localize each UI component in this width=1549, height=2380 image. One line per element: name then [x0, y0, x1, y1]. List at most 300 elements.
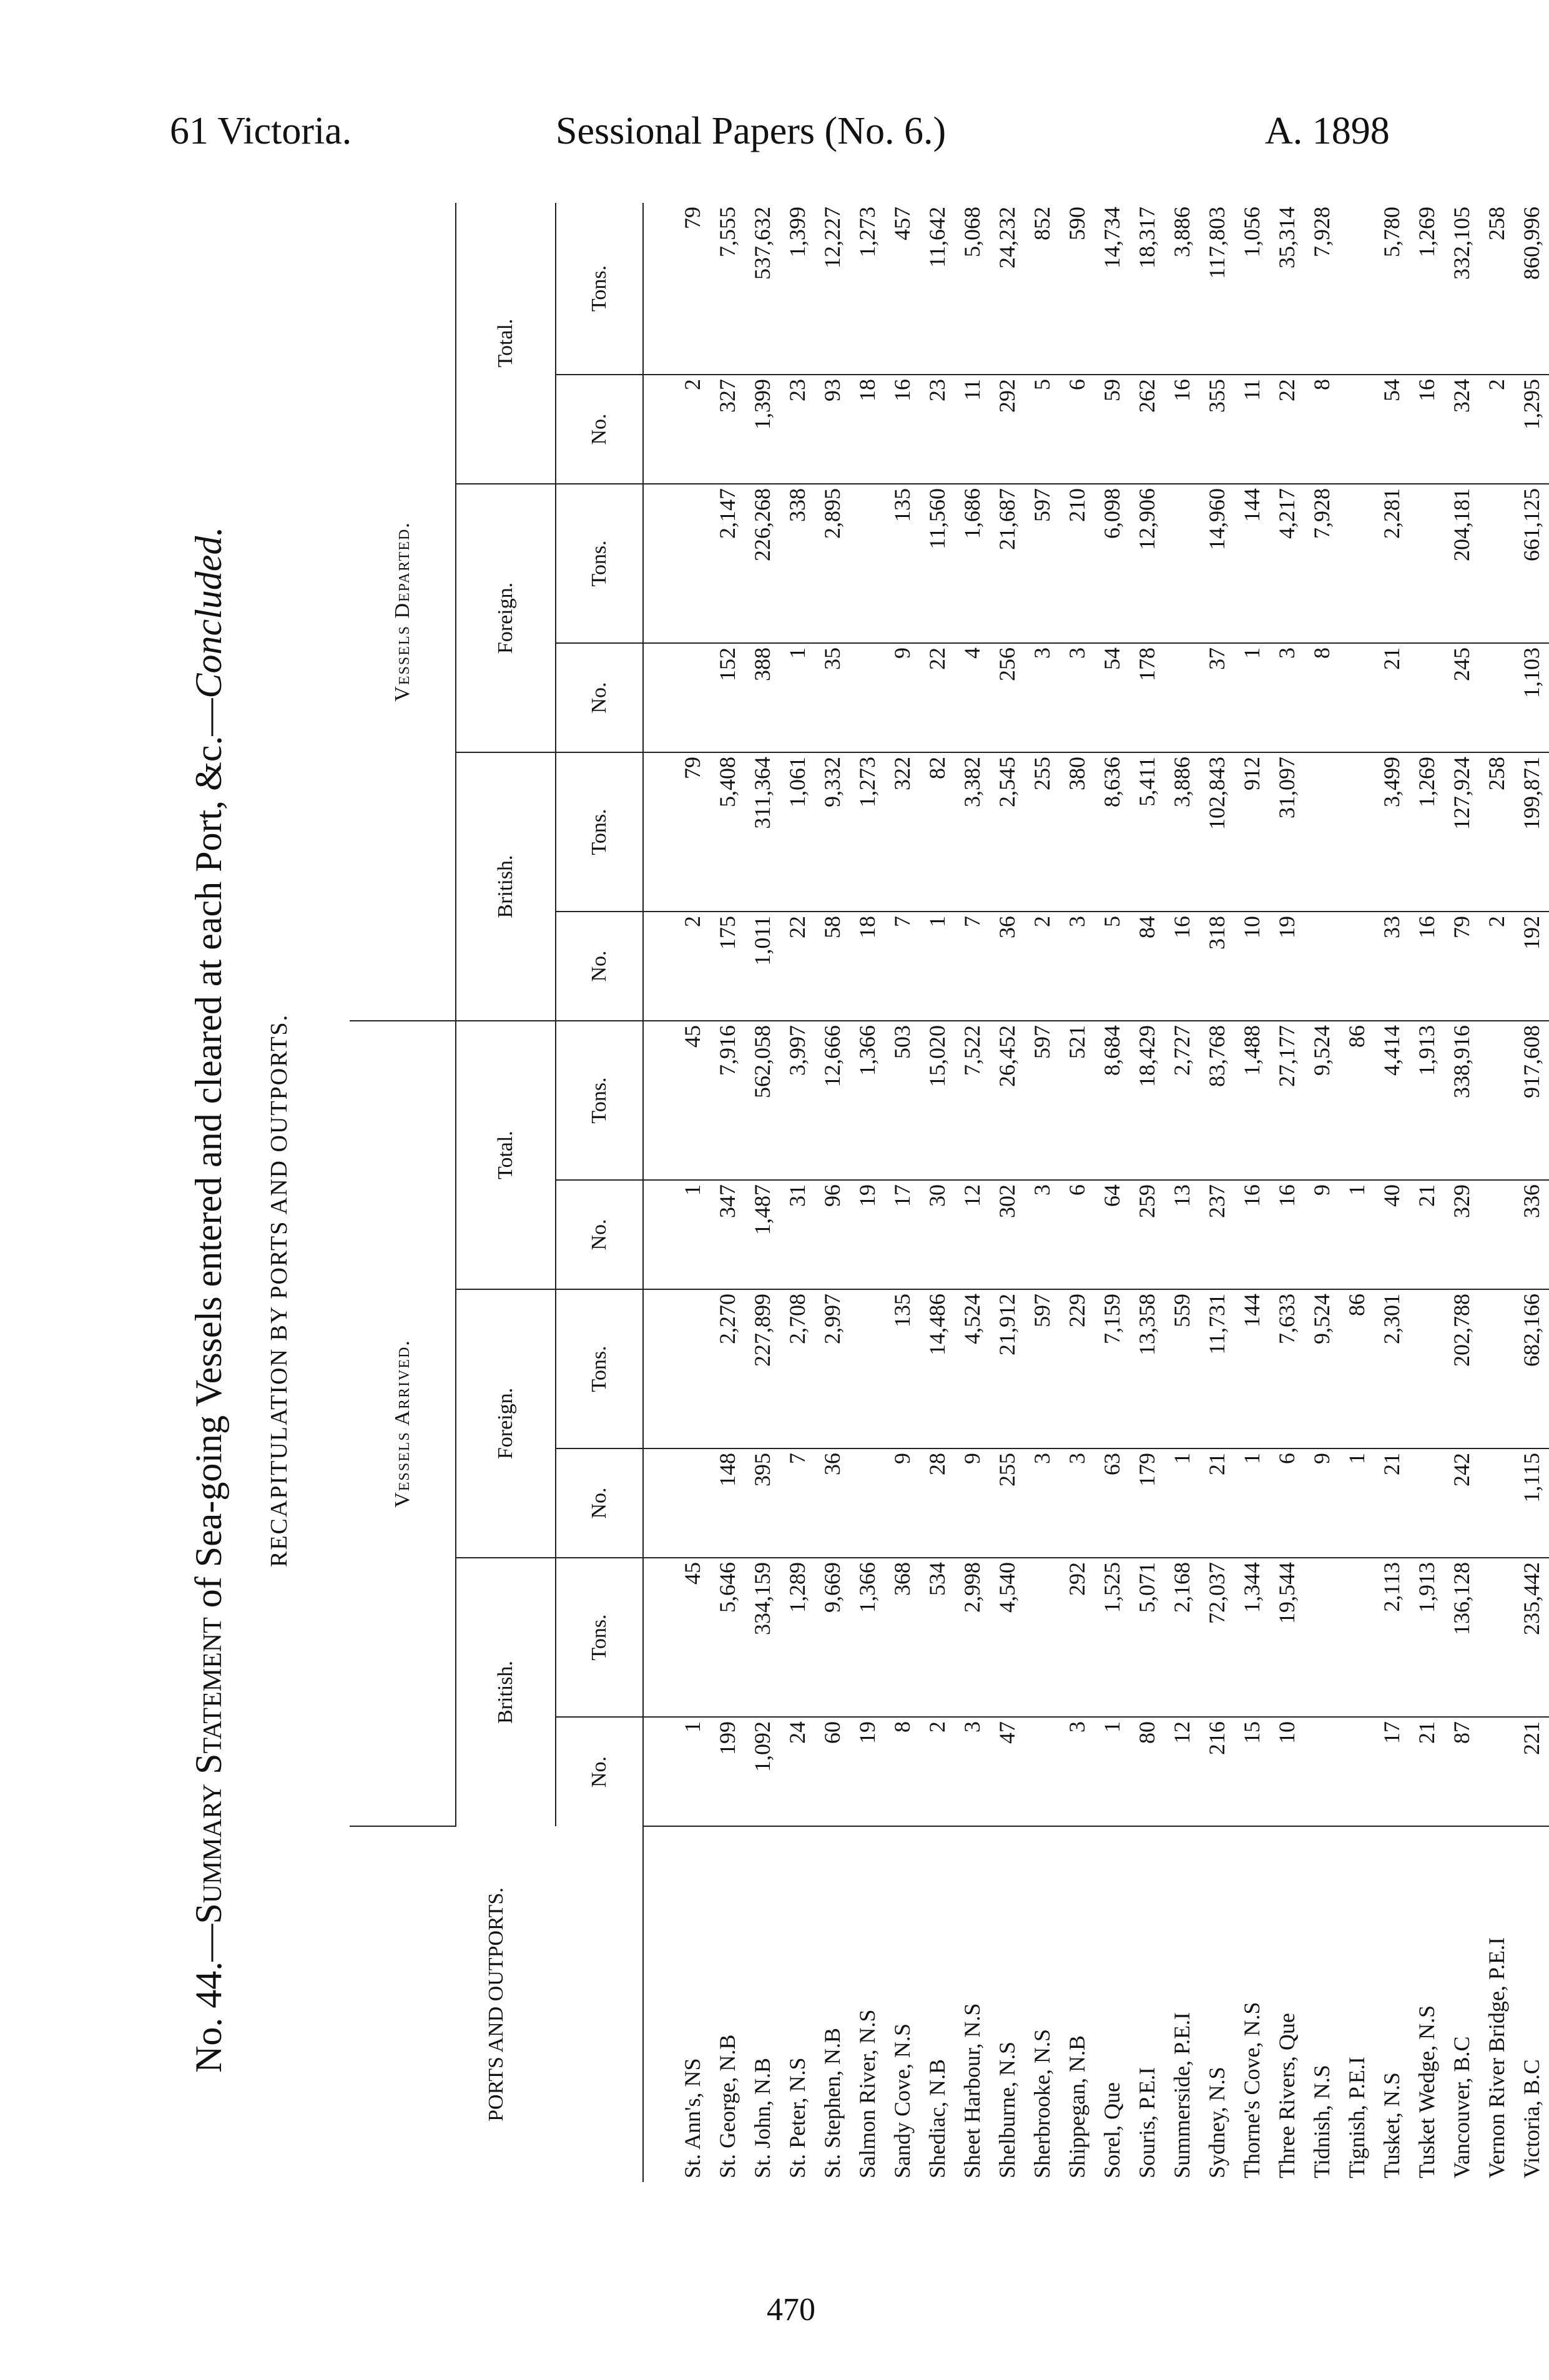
value-cell: 179 [1129, 1448, 1164, 1558]
value-cell: 2,998 [955, 1558, 990, 1717]
value-cell: 5,408 [710, 752, 745, 912]
value-cell [1409, 484, 1444, 643]
port-name-cell: St. Peter, N.S [785, 2057, 810, 2178]
table-row [745, 203, 780, 2182]
value-cell: 21,912 [990, 1289, 1025, 1448]
port-name-cell: Tusket, N.S [1379, 2072, 1404, 2178]
value-cell: 14,734 [1094, 203, 1129, 375]
value-cell: 21 [1374, 1448, 1409, 1558]
value-cell: 13 [1164, 1180, 1199, 1289]
value-cell: 79 [675, 203, 710, 375]
value-cell: 19,544 [1269, 1558, 1304, 1717]
value-cell: 199,871 [1514, 752, 1549, 912]
value-cell: 199 [710, 1717, 745, 1826]
value-cell: 1,056 [1234, 203, 1269, 375]
value-cell: 23 [780, 375, 815, 484]
value-cell [1409, 1289, 1444, 1448]
port-name-cell: Sheet Harbour, N.S [960, 2003, 985, 2178]
value-cell: 178 [1129, 643, 1164, 752]
value-cell: 21 [1409, 1180, 1444, 1289]
value-cell: 15,020 [920, 1021, 955, 1180]
value-cell: 23 [920, 375, 955, 484]
value-cell: 14,960 [1199, 484, 1234, 643]
value-cell: 3,997 [780, 1021, 815, 1180]
value-cell: 30 [920, 1180, 955, 1289]
value-cell: 37 [1199, 643, 1234, 752]
table-row [1199, 203, 1234, 2182]
value-cell: 5,411 [1129, 752, 1164, 912]
value-cell: 9,669 [815, 1558, 850, 1717]
value-cell: 2,281 [1374, 484, 1409, 643]
value-cell [1339, 484, 1374, 643]
value-cell: 7 [780, 1448, 815, 1558]
table-row [1304, 203, 1339, 2182]
column-header-no: No. [556, 912, 643, 1021]
value-cell: 237 [1199, 1180, 1234, 1289]
value-cell: 35,314 [1269, 203, 1304, 375]
value-cell [1479, 1558, 1514, 1717]
value-cell: 1 [1234, 643, 1269, 752]
value-cell: 24,232 [990, 203, 1025, 375]
table-row [1374, 203, 1409, 2182]
value-cell: 84 [1129, 912, 1164, 1021]
value-cell: 7,522 [955, 1021, 990, 1180]
column-header-tons: Tons. [556, 752, 643, 912]
value-cell: 7,928 [1304, 203, 1339, 375]
column-header-tons: Tons. [556, 1021, 643, 1180]
value-cell: 338,916 [1444, 1021, 1479, 1180]
title-summary: —Summary Statement [188, 1617, 229, 1962]
value-cell: 227,899 [745, 1289, 780, 1448]
title-concluded: Concluded. [188, 526, 229, 699]
value-cell [1339, 375, 1374, 484]
value-cell: 457 [885, 203, 920, 375]
value-cell: 7,555 [710, 203, 745, 375]
column-header-tons: Tons. [556, 484, 643, 643]
value-cell [1304, 1717, 1339, 1826]
table-body [643, 203, 1549, 2182]
port-name-cell: Sorel, Que [1099, 2082, 1124, 2178]
value-cell: 12 [1164, 1717, 1199, 1826]
value-cell: 21,687 [990, 484, 1025, 643]
value-cell: 2,545 [990, 752, 1025, 912]
value-cell: 11,731 [1199, 1289, 1234, 1448]
value-cell: 5,780 [1374, 203, 1409, 375]
value-cell: 229 [1060, 1289, 1094, 1448]
value-cell: 6 [1060, 1180, 1094, 1289]
header-center: Sessional Papers (No. 6.) [556, 110, 947, 152]
value-cell [1164, 643, 1199, 752]
value-cell: 2 [1479, 375, 1514, 484]
value-cell [1479, 1180, 1514, 1289]
value-cell: 36 [815, 1448, 850, 1558]
value-cell: 318 [1199, 912, 1234, 1021]
value-cell: 2,895 [815, 484, 850, 643]
value-cell: 1 [1339, 1448, 1374, 1558]
value-cell: 3 [1060, 1717, 1094, 1826]
recapitulation-table [350, 203, 1549, 2182]
vessels-arrived-header: Vessels Arrived. [350, 1021, 456, 1826]
value-cell: 21 [1199, 1448, 1234, 1558]
value-cell: 60 [815, 1717, 850, 1826]
value-cell: 7,928 [1304, 484, 1339, 643]
value-cell: 3 [1269, 643, 1304, 752]
column-header-no: No. [556, 643, 643, 752]
value-cell: 2,301 [1374, 1289, 1409, 1448]
value-cell: 2 [675, 375, 710, 484]
value-cell: 12,906 [1129, 484, 1164, 643]
value-cell: 144 [1234, 484, 1269, 643]
value-cell: 2,708 [780, 1289, 815, 1448]
value-cell: 148 [710, 1448, 745, 1558]
value-cell: 1 [1234, 1448, 1269, 1558]
value-cell: 368 [885, 1558, 920, 1717]
table-row [1269, 203, 1304, 2182]
value-cell: 5,646 [710, 1558, 745, 1717]
value-cell: 33 [1374, 912, 1409, 1021]
table-row [990, 203, 1025, 2182]
value-cell: 4,540 [990, 1558, 1025, 1717]
port-name-cell: St. Ann's, NS [680, 2058, 705, 2178]
value-cell: 9 [885, 643, 920, 752]
column-header-tons: Tons. [556, 203, 643, 375]
value-cell: 7,159 [1094, 1289, 1129, 1448]
value-cell: 1,092 [745, 1717, 780, 1826]
value-cell [1409, 643, 1444, 752]
value-cell: 912 [1234, 752, 1269, 912]
table-row [885, 203, 920, 2182]
value-cell: 2 [920, 1717, 955, 1826]
port-name-cell: St. George, N.B [715, 2034, 740, 2178]
value-cell: 3,382 [955, 752, 990, 912]
column-header-tons: Tons. [556, 1289, 643, 1448]
value-cell: 559 [1164, 1289, 1199, 1448]
value-cell: 852 [1025, 203, 1060, 375]
value-cell [1339, 1717, 1374, 1826]
port-name-cell: Sandy Cove, N.S [890, 2023, 915, 2178]
value-cell: 3 [1025, 1448, 1060, 1558]
table-row [675, 203, 710, 2182]
value-cell: 19 [850, 1717, 885, 1826]
value-cell: 1,289 [780, 1558, 815, 1717]
value-cell: 1,273 [850, 203, 885, 375]
value-cell: 7 [885, 912, 920, 1021]
value-cell: 17 [885, 1180, 920, 1289]
value-cell: 18,429 [1129, 1021, 1164, 1180]
value-cell: 15 [1234, 1717, 1269, 1826]
value-cell: 2,113 [1374, 1558, 1409, 1717]
header-left: 61 Victoria. [170, 110, 352, 152]
value-cell [850, 484, 885, 643]
value-cell: 31 [780, 1180, 815, 1289]
table-row [955, 203, 990, 2182]
port-name-cell: Summerside, P.E.I [1169, 2012, 1194, 2178]
value-cell: 334,159 [745, 1558, 780, 1717]
value-cell: 2,727 [1164, 1021, 1199, 1180]
value-cell: 54 [1094, 643, 1129, 752]
spacer-row [643, 203, 675, 2182]
value-cell: 16 [1409, 912, 1444, 1021]
value-cell: 1 [675, 1180, 710, 1289]
value-cell: 64 [1094, 1180, 1129, 1289]
value-cell: 302 [990, 1180, 1025, 1289]
value-cell: 63 [1094, 1448, 1129, 1558]
table-row [1129, 203, 1164, 2182]
port-name-cell: Shelburne, N.S [995, 2042, 1020, 2178]
value-cell: 597 [1025, 484, 1060, 643]
value-cell: 21 [1409, 1717, 1444, 1826]
value-cell: 6,098 [1094, 484, 1129, 643]
value-cell: 102,843 [1199, 752, 1234, 912]
table-row [1479, 203, 1514, 2182]
value-cell: 210 [1060, 484, 1094, 643]
column-header-no: No. [556, 375, 643, 484]
table-row [1339, 203, 1374, 2182]
value-cell: 16 [1409, 375, 1444, 484]
value-cell: 11 [955, 375, 990, 484]
value-cell: 4,217 [1269, 484, 1304, 643]
value-cell: 3,886 [1164, 203, 1199, 375]
value-cell: 258 [1479, 203, 1514, 375]
value-cell: 9,332 [815, 752, 850, 912]
value-cell: 1 [675, 1717, 710, 1826]
value-cell: 1,115 [1514, 1448, 1549, 1558]
value-cell: 2,147 [710, 484, 745, 643]
port-name-cell: Sherbrooke, N.S [1030, 2029, 1055, 2178]
table-row [1094, 203, 1129, 2182]
table-row [1234, 203, 1269, 2182]
table-row [920, 203, 955, 2182]
value-cell: 14,486 [920, 1289, 955, 1448]
value-cell: 2,270 [710, 1289, 745, 1448]
value-cell: 13,358 [1129, 1289, 1164, 1448]
value-cell: 24 [780, 1717, 815, 1826]
port-name-cell: Three Rivers, Que [1274, 2013, 1299, 2178]
value-cell: 152 [710, 643, 745, 752]
departed-foreign-header: Foreign. [456, 484, 556, 752]
value-cell: 87 [1444, 1717, 1479, 1826]
value-cell: 537,632 [745, 203, 780, 375]
value-cell: 1,269 [1409, 752, 1444, 912]
value-cell [675, 484, 710, 643]
value-cell: 8 [1304, 375, 1339, 484]
value-cell: 96 [815, 1180, 850, 1289]
value-cell: 324 [1444, 375, 1479, 484]
value-cell: 45 [675, 1558, 710, 1717]
arrived-total-header: Total. [456, 1021, 556, 1289]
column-header-tons: Tons. [556, 1558, 643, 1717]
value-cell: 259 [1129, 1180, 1164, 1289]
value-cell: 597 [1025, 1289, 1060, 1448]
value-cell: 135 [885, 1289, 920, 1448]
value-cell: 22 [780, 912, 815, 1021]
value-cell: 117,803 [1199, 203, 1234, 375]
value-cell: 1 [780, 643, 815, 752]
value-cell: 1,269 [1409, 203, 1444, 375]
value-cell: 1,686 [955, 484, 990, 643]
value-cell: 1,061 [780, 752, 815, 912]
value-cell [1409, 1448, 1444, 1558]
value-cell: 245 [1444, 643, 1479, 752]
value-cell: 336 [1514, 1180, 1549, 1289]
port-name-cell: Salmon River, N.S [855, 2009, 880, 2178]
value-cell [1339, 643, 1374, 752]
value-cell: 202,788 [1444, 1289, 1479, 1448]
value-cell: 8,636 [1094, 752, 1129, 912]
value-cell: 93 [815, 375, 850, 484]
table-row [780, 203, 815, 2182]
value-cell: 47 [990, 1717, 1025, 1826]
value-cell: 3 [1060, 1448, 1094, 1558]
value-cell: 21 [1374, 643, 1409, 752]
value-cell: 135 [885, 484, 920, 643]
port-name-cell: Sydney, N.S [1204, 2067, 1229, 2178]
value-cell [1304, 1558, 1339, 1717]
port-name-cell: Shediac, N.B [925, 2059, 950, 2178]
port-name-cell: Souris, P.E.I [1134, 2067, 1159, 2178]
value-cell: 1 [1164, 1448, 1199, 1558]
value-cell: 3 [1025, 643, 1060, 752]
value-cell: 1,295 [1514, 375, 1549, 484]
value-cell: 661,125 [1514, 484, 1549, 643]
value-cell: 395 [745, 1448, 780, 1558]
value-cell: 3 [1060, 912, 1094, 1021]
value-cell: 521 [1060, 1021, 1094, 1180]
table-row [1514, 203, 1549, 2182]
value-cell: 8 [1304, 643, 1339, 752]
value-cell: 18 [850, 375, 885, 484]
value-cell: 3 [1025, 1180, 1060, 1289]
value-cell: 10 [1269, 1717, 1304, 1826]
table-row [850, 203, 885, 2182]
value-cell: 388 [745, 643, 780, 752]
value-cell: 11,642 [920, 203, 955, 375]
value-cell: 292 [990, 375, 1025, 484]
value-cell: 45 [675, 1021, 710, 1180]
value-cell: 562,058 [745, 1021, 780, 1180]
title-rest: of Sea-going Vessels entered and cleared at each Port, &c.— [188, 698, 229, 1618]
value-cell: 2 [675, 912, 710, 1021]
value-cell: 355 [1199, 375, 1234, 484]
departed-total-header: Total. [456, 203, 556, 484]
value-cell [1479, 1717, 1514, 1826]
value-cell: 83,768 [1199, 1021, 1234, 1180]
value-cell: 10 [1234, 912, 1269, 1021]
value-cell: 2,168 [1164, 1558, 1199, 1717]
value-cell: 5 [1094, 912, 1129, 1021]
port-name-cell: Vernon River Bridge, P.E.I [1484, 1937, 1509, 2178]
value-cell: 235,442 [1514, 1558, 1549, 1717]
value-cell: 18 [850, 912, 885, 1021]
value-cell [1479, 484, 1514, 643]
table-row [1060, 203, 1094, 2182]
port-column-header: PORTS AND OUTPORTS. [484, 1887, 508, 2122]
value-cell: 216 [1199, 1717, 1234, 1826]
value-cell: 1,487 [745, 1180, 780, 1289]
value-cell [675, 1289, 710, 1448]
value-cell: 79 [1444, 912, 1479, 1021]
port-name-cell: Shippegan, N.B [1065, 2035, 1089, 2178]
value-cell: 204,181 [1444, 484, 1479, 643]
port-name-cell: Thorne's Cove, N.S [1239, 2002, 1264, 2178]
value-cell: 7,916 [710, 1021, 745, 1180]
value-cell: 256 [990, 643, 1025, 752]
value-cell: 40 [1374, 1180, 1409, 1289]
value-cell: 86 [1339, 1289, 1374, 1448]
value-cell: 1,399 [780, 203, 815, 375]
arrived-british-header: British. [456, 1558, 556, 1826]
value-cell: 26,452 [990, 1021, 1025, 1180]
value-cell: 16 [1164, 375, 1199, 484]
table-row [1444, 203, 1479, 2182]
value-cell: 221 [1514, 1717, 1549, 1826]
value-cell: 9,524 [1304, 1021, 1339, 1180]
value-cell: 144 [1234, 1289, 1269, 1448]
value-cell: 5,068 [955, 203, 990, 375]
document-title [187, 527, 230, 2073]
value-cell: 347 [710, 1180, 745, 1289]
value-cell: 4,524 [955, 1289, 990, 1448]
value-cell: 4,414 [1374, 1021, 1409, 1180]
value-cell [1339, 1558, 1374, 1717]
value-cell [1479, 643, 1514, 752]
table-row [1025, 203, 1060, 2182]
port-name-cell: Tignish, P.E.I [1344, 2057, 1369, 2178]
value-cell: 19 [850, 1180, 885, 1289]
value-cell: 17 [1374, 1717, 1409, 1826]
value-cell: 1 [920, 912, 955, 1021]
value-cell: 31,097 [1269, 752, 1304, 912]
value-cell: 9,524 [1304, 1289, 1339, 1448]
value-cell: 332,105 [1444, 203, 1479, 375]
value-cell: 262 [1129, 375, 1164, 484]
value-cell: 7,633 [1269, 1289, 1304, 1448]
value-cell [1479, 1448, 1514, 1558]
value-cell: 79 [675, 752, 710, 912]
value-cell: 36 [990, 912, 1025, 1021]
value-cell: 2 [1025, 912, 1060, 1021]
value-cell: 9 [885, 1448, 920, 1558]
value-cell: 8,684 [1094, 1021, 1129, 1180]
value-cell: 59 [1094, 375, 1129, 484]
value-cell: 1,913 [1409, 1021, 1444, 1180]
value-cell: 255 [1025, 752, 1060, 912]
recapitulation-table-container [350, 203, 1544, 2182]
value-cell: 16 [1269, 1180, 1304, 1289]
value-cell: 380 [1060, 752, 1094, 912]
table-row [815, 203, 850, 2182]
value-cell: 80 [1129, 1717, 1164, 1826]
value-cell: 258 [1479, 752, 1514, 912]
value-cell [850, 1289, 885, 1448]
value-cell: 327 [710, 375, 745, 484]
value-cell: 9 [955, 1448, 990, 1558]
page-number: 470 [767, 2292, 815, 2328]
value-cell: 6 [1269, 1448, 1304, 1558]
value-cell: 534 [920, 1558, 955, 1717]
value-cell [850, 643, 885, 752]
value-cell: 5,071 [1129, 1558, 1164, 1717]
port-name-cell: St. Stephen, N.B [820, 2027, 845, 2178]
value-cell: 8 [885, 1717, 920, 1826]
value-cell: 242 [1444, 1448, 1479, 1558]
value-cell: 6 [1060, 375, 1094, 484]
value-cell: 1,103 [1514, 643, 1549, 752]
value-cell: 18,317 [1129, 203, 1164, 375]
value-cell: 7 [955, 912, 990, 1021]
value-cell: 1,488 [1234, 1021, 1269, 1180]
value-cell: 22 [1269, 375, 1304, 484]
